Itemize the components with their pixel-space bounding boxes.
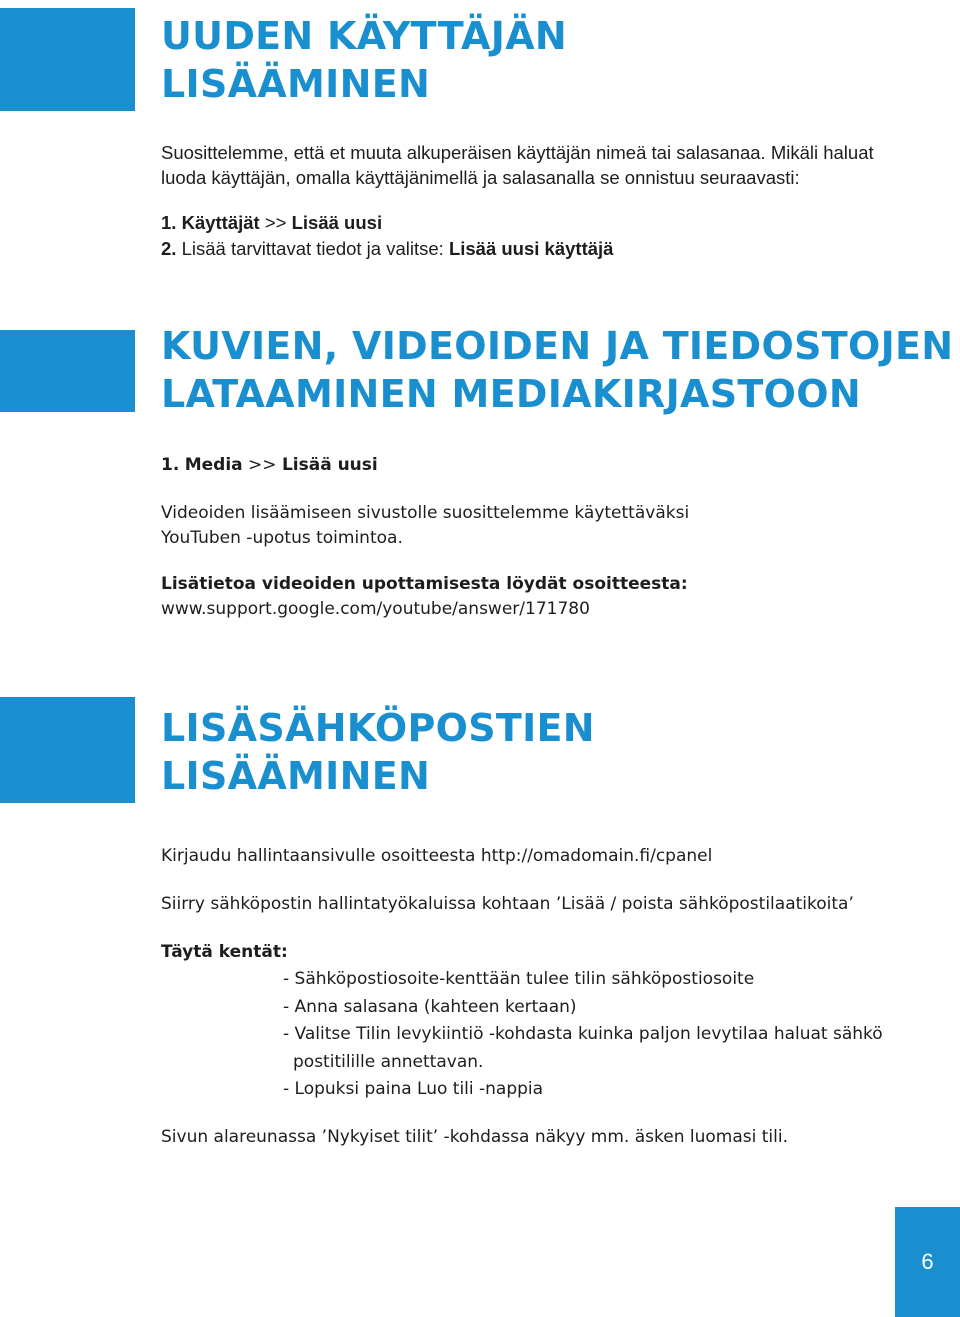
support-url-link[interactable]: www.support.google.com/youtube/answer/171780	[161, 599, 590, 619]
cpanel-login-text: Kirjaudu hallintaansivulle osoitteesta http://omadomain.fi/cpanel	[161, 846, 713, 866]
list-item: - Valitse Tilin levykiintiö -kohdasta kuinka paljon levytilaa haluat sähkö postitilille annettavan.	[283, 1024, 883, 1072]
step-1-media: 1. Media >> Lisää uusi	[161, 455, 378, 475]
field-instructions-list	[283, 966, 893, 1104]
list-item: - Sähköpostiosoite-kenttään tulee tilin sähköpostiosoite	[283, 969, 755, 989]
video-paragraph: Videoiden lisäämiseen sivustolle suosittelemme käytettäväksi YouTuben -upotus toimintoa.	[161, 503, 690, 548]
list-item: - Lopuksi paina Luo tili -nappia	[283, 1079, 544, 1099]
section-marker-3	[0, 697, 135, 803]
section-title-2: KUVIEN, VIDEOIDEN JA TIEDOSTOJEN LATAAMINEN MEDIAKIRJASTOON	[161, 324, 954, 416]
step-2-lisaa-tiedot: 2. Lisää tarvittavat tiedot ja valitse: Lisää uusi käyttäjä	[161, 238, 614, 259]
step-1-kayttajat: 1. Käyttäjät >> Lisää uusi	[161, 212, 383, 233]
page-number-badge	[895, 1207, 960, 1317]
page-number: 6	[921, 1249, 934, 1274]
video-info: Lisätietoa videoiden upottamisesta löydät osoitteesta: www.support.google.com/youtube/answer/171780	[161, 574, 688, 619]
email-tools-text: Siirry sähköpostin hallintatyökaluissa kohtaan ’Lisää / poista sähköpostilaatikoita’	[161, 894, 854, 914]
section-marker-2	[0, 330, 135, 412]
section-title-3: LISÄSÄHKÖPOSTIEN LISÄÄMINEN	[161, 706, 595, 798]
current-accounts-note: Sivun alareunassa ’Nykyiset tilit’ -kohdassa näkyy mm. äsken luomasi tili.	[161, 1127, 788, 1147]
list-item: - Anna salasana (kahteen kertaan)	[283, 996, 577, 1017]
section-title-1: UUDEN KÄYTTÄJÄN LISÄÄMINEN	[161, 14, 568, 106]
intro-paragraph: Suosittelemme, että et muuta alkuperäisen käyttäjän nimeä tai salasanaa. Mikäli haluat luoda käyttäjän, omalla käyttäjänimellä ja salasanalla se onnistuu seuraavasti:	[161, 142, 874, 188]
fill-fields-label: Täytä kentät:	[161, 942, 288, 962]
section-marker-1	[0, 8, 135, 111]
